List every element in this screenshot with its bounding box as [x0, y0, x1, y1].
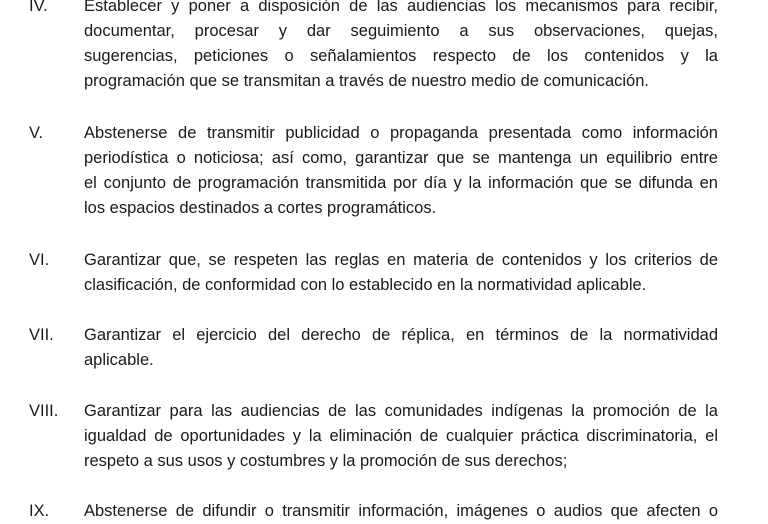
item-number: VIII. [29, 402, 59, 420]
paragraph-line: Abstenerse de difundir o transmitir información, imágenes o audios que afecten o [84, 502, 718, 520]
item-paragraph [84, 121, 718, 221]
paragraph-line: Abstenerse de transmitir publicidad o propaganda presentada como información [84, 124, 718, 142]
item-number: V. [29, 124, 44, 142]
paragraph-line: aplicable. [84, 351, 154, 369]
paragraph-line: programación que se transmitan a través de nuestro medio de comunicación. [84, 72, 649, 90]
paragraph-line: respeto a sus usos y costumbres y la promoción de sus derechos; [84, 452, 568, 470]
paragraph-line: Garantizar para las audiencias de las comunidades indígenas la promoción de la [84, 402, 718, 420]
paragraph-line: documentar, procesar y dar seguimiento a sus observaciones, quejas, [84, 22, 718, 40]
paragraph-line: Garantizar el ejercicio del derecho de réplica, en términos de la normatividad [84, 326, 718, 344]
item-paragraph [84, 0, 718, 94]
paragraph-line: los espacios destinados a cortes programáticos. [84, 199, 437, 217]
item-number: VII. [29, 326, 54, 344]
item-number: IX. [29, 502, 50, 520]
item-paragraph [84, 248, 718, 298]
item-number: IV. [29, 0, 48, 15]
paragraph-line: sugerencias, peticiones o señalamientos respecto de los contenidos y la [84, 47, 718, 65]
item-paragraph [84, 399, 718, 474]
item-number: VI. [29, 251, 50, 269]
item-paragraph [84, 323, 718, 373]
paragraph-line: periodística o noticiosa; así como, garantizar que se mantenga un equilibrio entre [84, 149, 718, 167]
paragraph-line: Establecer y poner a disposición de las audiencias los mecanismos para recibir, [84, 0, 718, 15]
paragraph-line: el conjunto de programación transmitida por día y la información que se difunda en [84, 174, 718, 192]
paragraph-line: igualdad de oportunidades y la eliminación de cualquier práctica discriminatoria, el [84, 427, 718, 445]
paragraph-line: Garantizar que, se respeten las reglas en materia de contenidos y los criterios de [84, 251, 718, 269]
paragraph-line: clasificación, de conformidad con lo establecido en la normatividad aplicable. [84, 276, 647, 294]
